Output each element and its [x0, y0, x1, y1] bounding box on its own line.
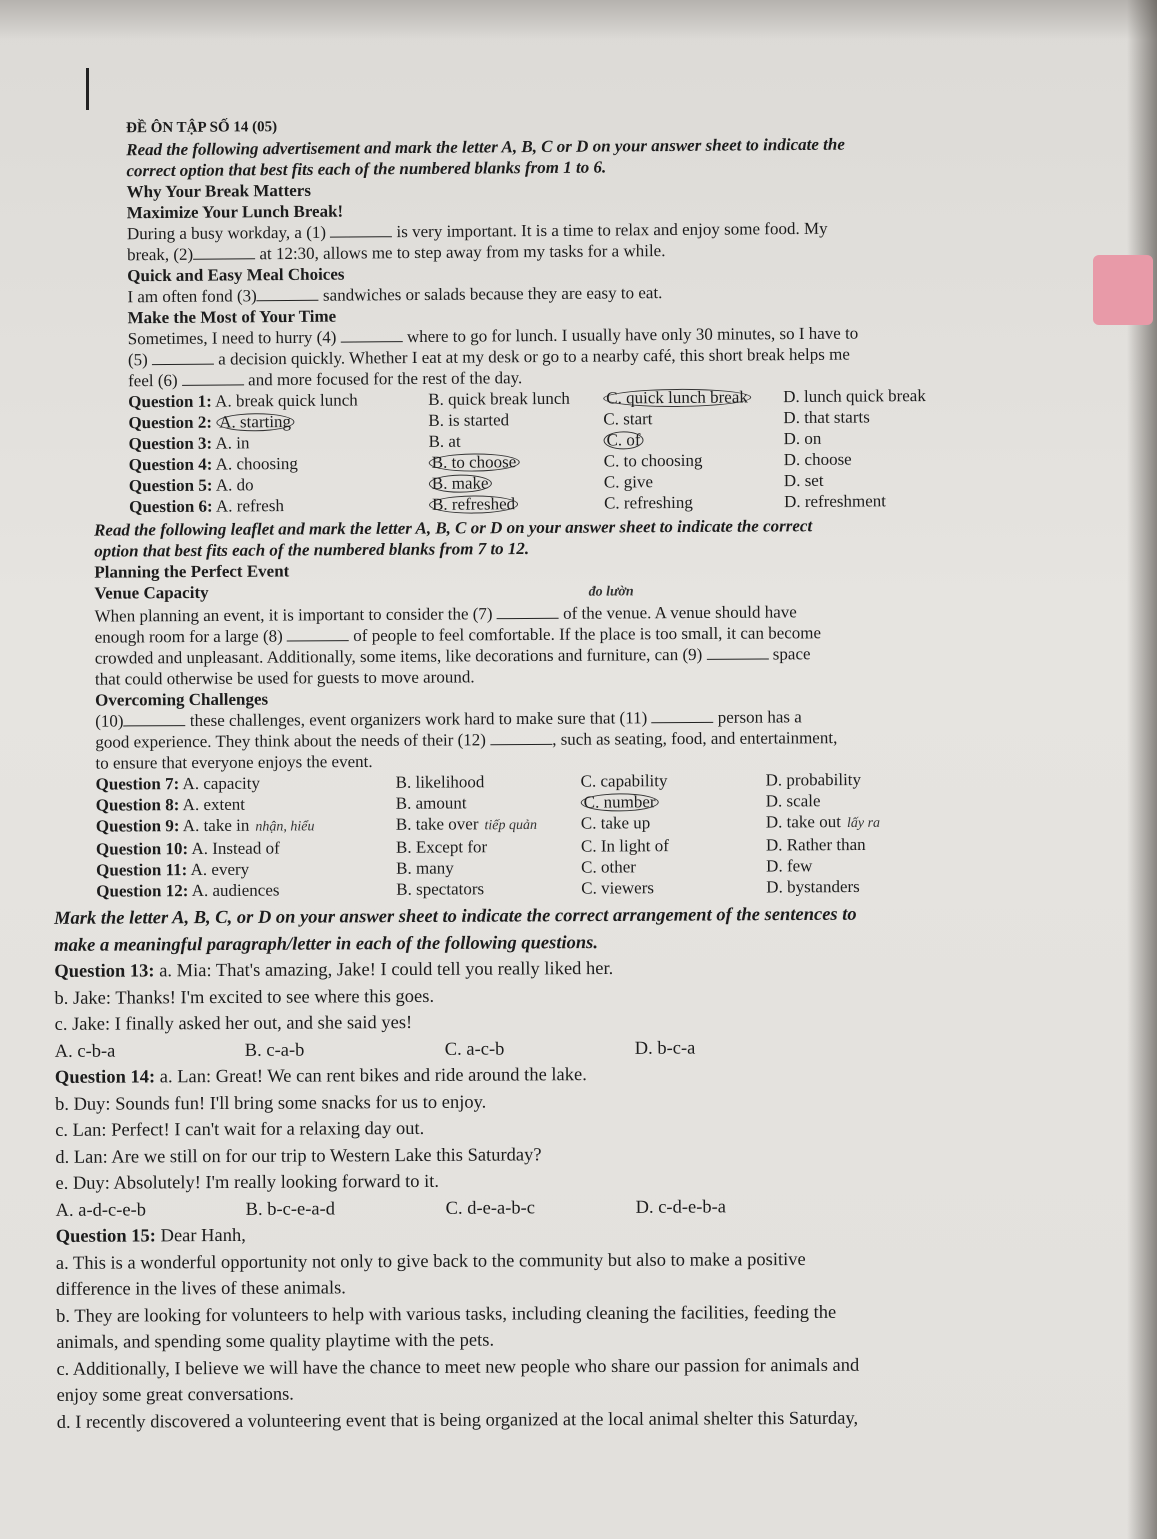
instruction-1a: Read the following advertisement and mark the letter A, B, C or D on your answer sheet to indicate the [126, 134, 845, 160]
question-row: Question 11: A. every B. many C. other D. few [96, 856, 813, 880]
answer-circle: B. refreshed [429, 495, 518, 514]
question-14-line-e: e. Duy: Absolutely! I'm really looking forward to it. [55, 1171, 440, 1194]
question-15-line-c1: c. Additionally, I believe we will have the chance to meet new people who share our passion for animals and [56, 1355, 860, 1380]
question-14-line-a: Question 14: a. Lan: Great! We can rent bikes and ride around the lake. [54, 1065, 587, 1088]
passage1-line4: Sometimes, I need to hurry (4) where to go for lunch. I usually have only 30 minutes, so I have to [127, 323, 859, 349]
handwritten-note: nhận, hiểu [255, 819, 315, 835]
question-14-line-c: c. Lan: Perfect! I can't wait for a relaxing day out. [55, 1118, 425, 1141]
question-13-line-c: c. Jake: I finally asked her out, and she said yes! [54, 1013, 413, 1035]
instruction-2b: option that best fits each of the numbered blanks from 7 to 12. [94, 538, 530, 561]
questions-7-12 [96, 768, 1037, 902]
question-15-line-d1: d. I recently discovered a volunteering event that is being organized at the local animal shelter this Saturday, [56, 1408, 859, 1433]
question-13-line-a: Question 13: a. Mia: That's amazing, Jake! I could tell you really liked her. [54, 958, 614, 982]
passage1-line2: break, (2) at 12:30, allows me to step away from my tasks for a while. [127, 241, 666, 265]
question-15-line-b1: b. They are looking for volunteers to help with various tasks, including cleaning the facilities, feeding the [56, 1302, 837, 1327]
question-15-greeting: Question 15: Dear Hanh, [55, 1225, 246, 1247]
passage2-sub1: Venue Capacity đo lườn [94, 582, 634, 603]
answer-circle: B. make [429, 474, 492, 492]
passage1-sub2: Quick and Easy Meal Choices [127, 264, 345, 286]
instruction-2a: Read the following leaflet and mark the letter A, B, C or D on your answer sheet to indicate the correct [94, 516, 813, 540]
passage2-line6: good experience. They think about the needs of their (12) , such as seating, food, and entertainment, [95, 728, 838, 752]
passage2-line1: When planning an event, it is important to consider the (7) of the venue. A venue should have [94, 602, 797, 626]
passage1-line6: feel (6) and more focused for the rest of the day. [127, 368, 523, 391]
page-title: ĐỀ ÔN TẬP SỐ 14 (05) [126, 119, 278, 137]
answer-circle: C. of [603, 431, 643, 449]
question-row: Question 7: A. capacity B. likelihood C. capability D. probability [95, 769, 862, 794]
answer-circle: A. starting [216, 413, 294, 432]
handwritten-note: lấy ra [846, 815, 881, 832]
paper-shadow-right [1127, 0, 1157, 1539]
passage1-sub1: Maximize Your Lunch Break! [126, 201, 344, 223]
handwritten-note: tiếp quản [484, 817, 538, 834]
passage1-heading: Why Your Break Matters [126, 180, 311, 202]
part-2 [34, 514, 1036, 902]
passage1-sub3: Make the Most of Your Time [127, 306, 337, 328]
passage1-line5: (5) a decision quickly. Whether I eat at my desk or go to a nearby café, this short break helps me [127, 344, 850, 370]
question-14-line-d: d. Lan: Are we still on for our trip to Western Lake this Saturday? [55, 1144, 542, 1168]
instruction-3a: Mark the letter A, B, C, or D on your answer sheet to indicate the correct arrangement of the sentences to [54, 904, 857, 929]
passage1-line3: I am often fond (3) sandwiches or salads because they are easy to eat. [127, 283, 663, 307]
question-row: Question 12: A. audiences B. spectators C. viewers D. bystanders [96, 876, 860, 901]
passage2-line2: enough room for a large (8) of people to feel comfortable. If the place is too small, it can become [94, 623, 822, 647]
answer-circle: C. number [581, 793, 659, 811]
question-14-options: A. a-d-c-e-b B. b-c-e-a-d C. d-e-a-b-c D. c-d-e-b-a [55, 1196, 727, 1221]
question-14-line-b: b. Duy: Sounds fun! I'll bring some snacks for us to enjoy. [54, 1092, 487, 1115]
answer-circle: B. to choose [429, 453, 520, 472]
question-row: Question 5: A. do B. make C. give D. set [128, 470, 824, 496]
margin-mark [86, 68, 89, 110]
question-row: Question 3: A. in B. at C. of D. on [128, 428, 822, 454]
question-15-line-a2: difference in the lives of these animals. [55, 1278, 346, 1300]
passage2-sub2: Overcoming Challenges [95, 689, 269, 710]
part-1 [34, 110, 1037, 518]
question-15-line-c2: enjoy some great conversations. [56, 1384, 294, 1406]
question-row: Question 10: A. Instead of B. Except for C. In light of D. Rather than [95, 834, 866, 859]
question-13-options: A. c-b-a B. c-a-b C. a-c-b D. b-c-a [54, 1038, 696, 1062]
passage2-line4: that could otherwise be used for guests to move around. [94, 667, 475, 689]
paper-shadow-top [0, 0, 1157, 40]
passage2-line7: to ensure that everyone enjoys the event. [95, 751, 373, 773]
question-row: Question 6: A. refresh B. refreshed C. refreshing D. refreshment [128, 491, 887, 517]
passage2-line3: crowded and unpleasant. Additionally, some items, like decorations and furniture, can (9) space [94, 644, 811, 668]
passage2-heading: Planning the Perfect Event [94, 561, 290, 582]
part-3 [34, 901, 1037, 1436]
question-row: Question 9: A. take in nhận, hiểu B. take over tiếp quản C. take up D. take out lấy ra [95, 812, 881, 836]
questions-1-6 [128, 384, 1037, 517]
passage2-line5: (10) these challenges, event organizers work hard to make sure that (11) person has a [95, 707, 802, 731]
question-row: Question 8: A. extent B. amount C. number D. scale [95, 791, 821, 815]
passage1-line1: During a busy workday, a (1) is very important. It is a time to relax and enjoy some food. My [126, 218, 828, 244]
question-row: Question 4: A. choosing B. to choose C. to choosing D. choose [128, 449, 852, 475]
instruction-3b: make a meaningful paragraph/letter in each of the following questions. [54, 932, 599, 956]
instruction-1b: correct option that best fits each of the numbered blanks from 1 to 6. [126, 157, 607, 181]
question-15-line-b2: animals, and spending some quality playtime with the pets. [56, 1330, 495, 1353]
question-row: Question 1: A. break quick lunch B. quick break lunch C. quick lunch break D. lunch quick break [128, 386, 926, 412]
question-row: Question 2: A. starting B. is started C. start D. that starts [128, 407, 870, 433]
question-15-line-a1: a. This is a wonderful opportunity not only to give back to the community but also to make a positive [55, 1249, 806, 1274]
question-13-line-b: b. Jake: Thanks! I'm excited to see where this goes. [54, 986, 435, 1009]
document-body [34, 118, 1034, 1436]
answer-circle: C. quick lunch break [603, 388, 751, 407]
handwritten-note: đo lườn [588, 584, 634, 600]
pink-clip [1093, 255, 1153, 325]
